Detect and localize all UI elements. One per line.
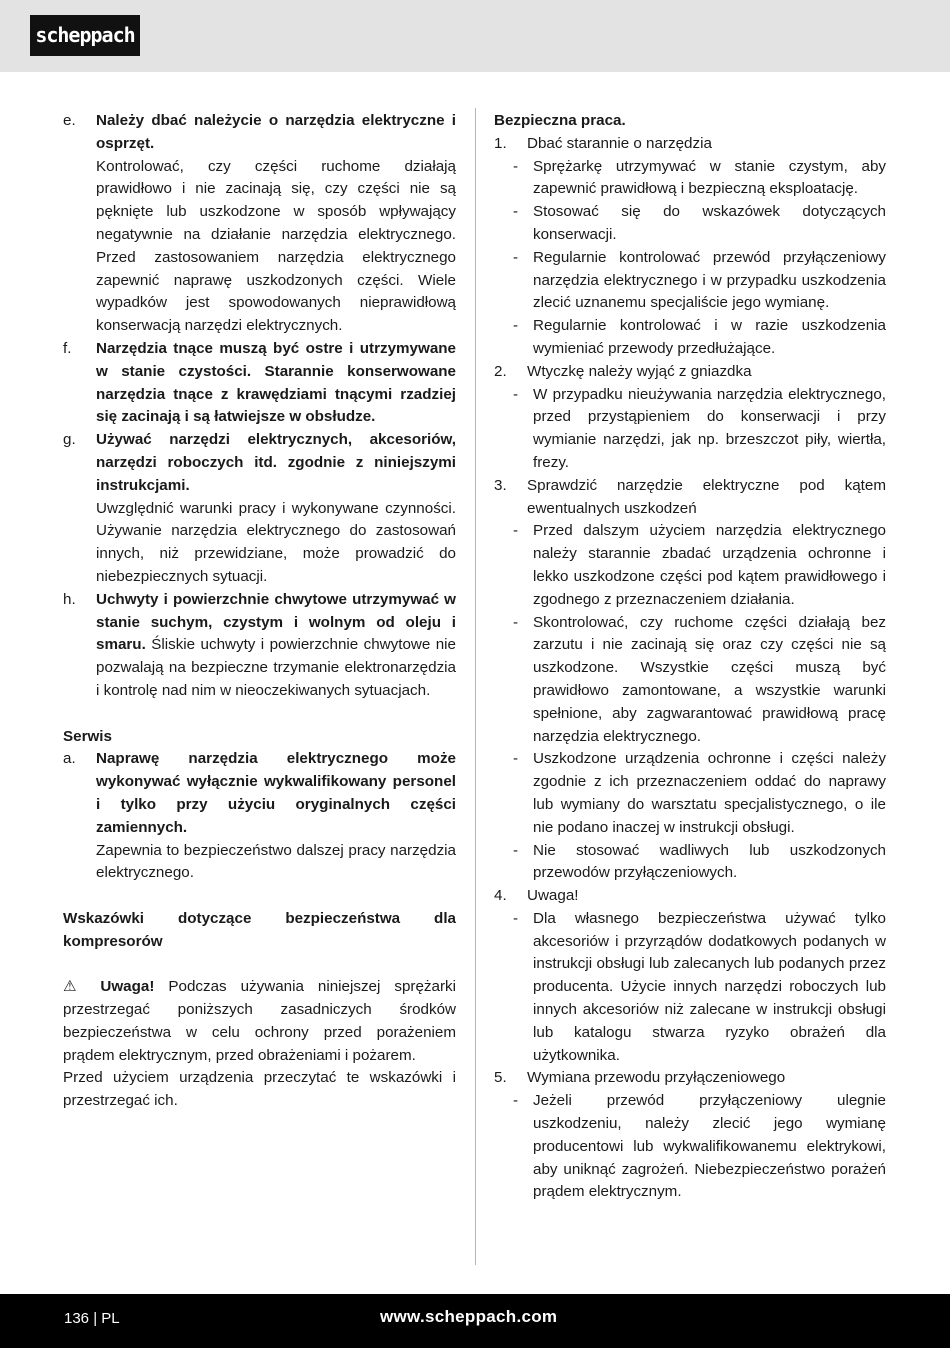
rule-a-heading: Naprawę narzędzia elektrycznego może wykonywać wyłącznie wykwalifikowany personel i tylko przy użyciu oryginalnych części zamiennych. <box>96 750 456 836</box>
list-item-text: Uszkodzone urządzenia ochronne i części należy zgodnie z ich przeznaczeniem oddać do naprawy lub wymiany do warsztatu specjalistycznego, o ile nie podano inaczej w instrukcji obsługi. <box>533 750 886 836</box>
list-item: - Uszkodzone urządzenia ochronne i części należy zgodnie z ich przeznaczeniem oddać do naprawy lub wymiany do warsztatu specjalistycznego, o ile nie podano inaczej w instrukcji obsługi. <box>513 750 886 836</box>
list-item: - Regularnie kontrolować i w razie uszkodzenia wymieniać przewody przedłużające. <box>513 317 886 357</box>
footer-bar <box>0 1294 950 1348</box>
list-item-text: W przypadku nieużywania narzędzia elektrycznego, przed przystąpieniem do konserwacji i przy wymianie narzędzi, jak np. brzeszczot piły, wiertła, frezy. <box>533 385 886 471</box>
section-title: Sprawdzić narzędzie elektryczne pod kątem ewentualnych uszkodzeń <box>527 476 886 517</box>
section-5-title <box>494 1067 886 1090</box>
warning-paragraph <box>63 976 456 1067</box>
rule-f-marker: f. <box>63 339 72 357</box>
list-item-text: Regularnie kontrolować przewód przyłączeniowy narzędzia elektrycznego i w przypadku uszkodzenia zlecić uznanemu specjaliście jego wymianę. <box>533 248 886 312</box>
section-4-title <box>494 885 886 908</box>
warning-text: Podczas używania niniejszej sprężarki przestrzegać poniższych zasadniczych środków bezpieczeństwa w celu ochrony przed porażeniem prądem elektrycznym, przed obrażeniami i pożarem. <box>63 978 456 1064</box>
right-column <box>494 110 886 1204</box>
rule-g-marker: g. <box>63 431 76 449</box>
warning-triangle-icon: ⚠ <box>63 978 87 996</box>
rule-h-marker: h. <box>63 590 76 608</box>
list-item: - Sprężarkę utrzymywać w stanie czystym, aby zapewnić prawidłową i bezpieczną eksploatację. <box>513 157 886 198</box>
list-item-text: Stosować się do wskazówek dotyczących konserwacji. <box>533 203 886 243</box>
list-item: - Dla własnego bezpieczeństwa używać tylko akcesoriów i przyrządów dodatkowych podanych w instrukcji obsługi lub zalecanych lub podanych przez producenta. Użycie innych narzędzi roboczych lub innych akcesoriów niż zalecane w instrukcji obsługi lub katalogu stwarza ryzyko obrażeń dla użytkownika. <box>513 909 886 1064</box>
rule-h-text: Śliskie uchwyty i powierzchnie chwytowe nie pozwalają na bezpieczne trzymanie elektronarzędzia i kontrolę nad nim w nieoczekiwanych sytuacjach. <box>96 636 456 699</box>
rule-g <box>63 429 456 589</box>
section-number: 2. <box>494 362 507 380</box>
section-1-title <box>494 133 886 156</box>
warning-label: Uwaga! <box>100 978 155 996</box>
scheppach-logo: scheppach <box>30 15 140 56</box>
list-item-text: Regularnie kontrolować i w razie uszkodzenia wymieniać przewody przedłużające. <box>533 317 886 357</box>
section-title: Dbać starannie o narzędzia <box>527 134 712 152</box>
list-item: - Skontrolować, czy ruchome części działają bez zarzutu i nie zacinają się oraz czy części nie są uszkodzone. Wszystkie części muszą być prawidłowo zamontowane, a wszystkie warunki spełnione, aby zagwarantować prawidłową pracę narzędzia elektrycznego. <box>513 613 886 745</box>
left-column <box>63 110 456 1113</box>
compressor-safety-heading: Wskazówki dotyczące bezpieczeństwa dla kompresorów <box>63 909 456 950</box>
list-item: - Nie stosować wadliwych lub uszkodzonych przewodów przyłączeniowych. <box>513 841 886 882</box>
list-item: - Jeżeli przewód przyłączeniowy ulegnie uszkodzeniu, należy zlecić jego wymianę producentowi lub wykwalifikowanemu elektrykowi, aby uniknąć zagrożeń. Niebezpieczeństwo porażeń prądem elektrycznym. <box>513 1092 886 1201</box>
list-item-text: Nie stosować wadliwych lub uszkodzonych przewodów przyłączeniowych. <box>533 841 886 882</box>
rule-h-heading: Uchwyty i powierzchnie chwytowe utrzymywać w stanie suchym, czystym i wolnym od oleju i smaru. <box>96 590 456 654</box>
rule-h <box>63 589 456 703</box>
section-2-title <box>494 361 886 384</box>
list-item: - Stosować się do wskazówek dotyczących konserwacji. <box>513 203 886 243</box>
section-number: 3. <box>494 476 507 494</box>
rule-g-text: Uwzględnić warunki pracy i wykonywane czynności. Używanie narzędzia elektrycznego do zastosowań innych, niż przewidziane, może prowadzić do niebezpiecznych sytuacji. <box>96 499 456 585</box>
list-item-text: Dla własnego bezpieczeństwa używać tylko akcesoriów i przyrządów dodatkowych podanych w instrukcji obsługi lub zalecanych lub podanych przez producenta. Użycie innych narzędzi roboczych lub innych akcesoriów niż zalecane w instrukcji obsługi lub katalogu stwarza ryzyko obrażeń dla użytkownika. <box>533 909 886 1064</box>
rule-g-heading: Używać narzędzi elektrycznych, akcesoriów, narzędzi roboczych itd. zgodnie z niniejszymi instrukcjami. <box>96 431 456 494</box>
section-number: 4. <box>494 887 507 905</box>
rule-e <box>63 110 456 338</box>
section-3-title <box>494 475 886 521</box>
list-item: - Przed dalszym użyciem narzędzia elektrycznego należy starannie zbadać urządzenia ochronne i lekko uszkodzone części pod kątem prawidłowego i zgodnego z przeznaczeniem działania. <box>513 522 886 608</box>
list-item-text: Jeżeli przewód przyłączeniowy ulegnie uszkodzeniu, należy zlecić jego wymianę producentowi lub wykwalifikowanemu elektrykowi, aby uniknąć zagrożeń. Niebezpieczeństwo porażeń prądem elektrycznym. <box>533 1092 886 1201</box>
page-number: 136 | PL <box>64 1310 120 1327</box>
rule-f <box>63 338 456 429</box>
rule-a-marker: a. <box>63 750 76 768</box>
header-bar <box>0 0 950 72</box>
section-title: Uwaga! <box>527 887 579 905</box>
column-divider <box>475 108 476 1265</box>
safe-work-heading: Bezpieczna praca. <box>494 112 626 129</box>
section-number: 1. <box>494 134 507 152</box>
list-item-text: Sprężarkę utrzymywać w stanie czystym, aby zapewnić prawidłową i bezpieczną eksploatację. <box>533 157 886 198</box>
website-url: www.scheppach.com <box>380 1307 558 1326</box>
list-item-text: Przed dalszym użyciem narzędzia elektrycznego należy starannie zbadać urządzenia ochronne i lekko uszkodzone części pod kątem prawidłowego i zgodnego z przeznaczeniem działania. <box>533 522 886 608</box>
section-number: 5. <box>494 1069 507 1087</box>
list-item-text: Skontrolować, czy ruchome części działają bez zarzutu i nie zacinają się oraz czy części nie są uszkodzone. Wszystkie części muszą być prawidłowo zamontowane, a wszystkie warunki spełnione, aby zagwarantować prawidłową pracę narzędzia elektrycznego. <box>533 613 886 745</box>
rule-f-heading: Narzędzia tnące muszą być ostre i utrzymywane w stanie czystości. Starannie konserwowane narzędzia tnące z krawędziami tnącymi rzadziej się zacinają i są łatwiejsze w obsłudze. <box>96 339 456 426</box>
rule-a-text: Zapewnia to bezpieczeństwo dalszej pracy narzędzia elektrycznego. <box>96 841 456 882</box>
list-item: - W przypadku nieużywania narzędzia elektrycznego, przed przystąpieniem do konserwacji i przy wymianie narzędzi, jak np. brzeszczot piły, wiertła, frezy. <box>513 385 886 471</box>
section-title: Wtyczkę należy wyjąć z gniazdka <box>527 362 752 380</box>
serwis-heading: Serwis <box>63 727 112 745</box>
rule-e-text: Kontrolować, czy części ruchome działają prawidłowo i nie zacinają się, czy części nie są pęknięte lub uszkodzone w sposób wpływający negatywnie na działanie narzędzia elektrycznego. Przed zastosowaniem narzędzia elektrycznego zapewnić naprawę uszkodzonych części. Wiele wypadków jest spowodowanych nieprawidłową konserwacją narzędzi elektrycznych. <box>96 157 456 335</box>
rule-e-marker: e. <box>63 112 76 129</box>
read-instructions-text: Przed użyciem urządzenia przeczytać te wskazówki i przestrzegać ich. <box>63 1069 456 1110</box>
section-title: Wymiana przewodu przyłączeniowego <box>527 1069 786 1087</box>
list-item: - Regularnie kontrolować przewód przyłączeniowy narzędzia elektrycznego i w przypadku uszkodzenia zlecić uznanemu specjaliście jego wymianę. <box>513 248 886 312</box>
rule-a <box>63 748 456 885</box>
rule-e-heading: Należy dbać należycie o narzędzia elektryczne i osprzęt. <box>96 112 456 152</box>
